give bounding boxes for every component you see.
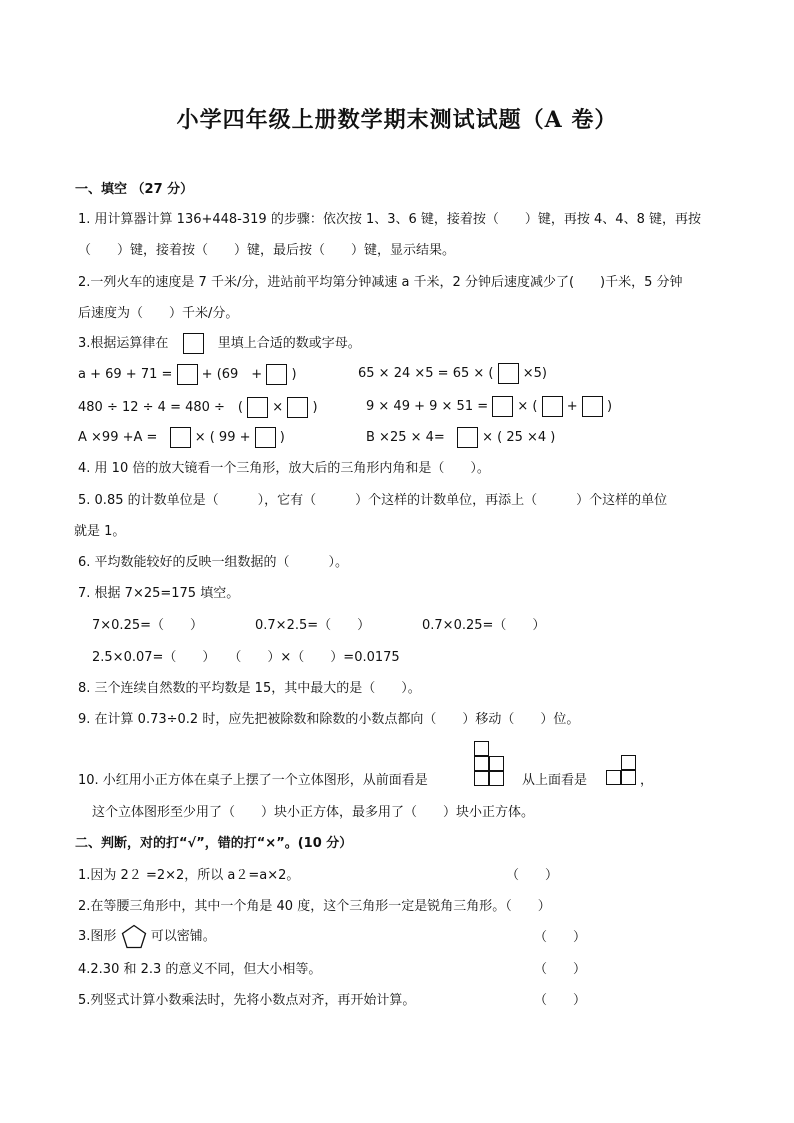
q3-text: ) [279,430,285,445]
q3-row2-left [78,396,318,418]
cube-square [474,756,489,771]
q3-text: 480 ÷ 12 ÷ 4 = 480 ÷ ( [78,400,244,415]
question-1-line1: 1. 用计算器计算 136+448-319 的步骤：依次按 1、3、6 键，接着按（ ）键，再按 4、4、8 键，再按 [78,212,701,227]
q3-text: ) [291,367,297,382]
cube-square [489,756,504,771]
q3-text: × ( 25 ×4 ) [482,430,556,445]
answer-box[interactable] [266,364,287,385]
cube-square [606,770,621,785]
q3-row2-right [366,396,612,417]
q3-text: ×5) [522,366,547,381]
q3-text-pre: 3.根据运算律在 [78,336,169,351]
cube-square [621,755,636,770]
judge-1-paren[interactable]: （ ） [506,868,559,883]
q3-text: a + 69 + 71 = [78,367,173,382]
section2-heading: 二、判断，对的打“√”，错的打“×”。(10 分） [75,836,353,851]
judge-4: 4.2.30 和 2.3 的意义不同，但大小相等。 [78,962,322,977]
q3-text: + [566,399,578,414]
judge-3-text: 可以密铺。 [150,929,216,944]
judge-2: 2.在等腰三角形中，其中一个角是 40 度，这个三角形一定是锐角三角形。（ ） [78,899,551,914]
judge-1: 1.因为 2２ =2×2，所以 a２=a×2。 [78,868,300,883]
question-5-line2: 就是 1。 [74,524,126,539]
answer-box[interactable] [498,363,519,384]
question-5-line1: 5. 0.85 的计数单位是（ ），它有（ ）个这样的计数单位，再添上（ ）个这样的单位 [78,493,668,508]
answer-box[interactable] [457,427,478,448]
cube-square [489,771,504,786]
answer-box[interactable] [287,397,308,418]
question-10-line1a: 10. 小红用小正方体在桌子上摆了一个立体图形，从前面看是 [78,773,428,788]
q7-row2: 2.5×0.07=（ ） （ ）×（ ）=0.0175 [92,650,400,665]
cube-square [474,741,489,756]
question-7: 7. 根据 7×25=175 填空。 [78,586,240,601]
answer-box[interactable] [542,396,563,417]
question-9: 9. 在计算 0.73÷0.2 时，应先把被除数和除数的小数点都向（ ）移动（ ）位。 [78,712,580,727]
pentagon-icon [121,924,147,949]
question-1-line2: （ ）键，接着按（ ）键，最后按（ ）键，显示结果。 [78,243,456,258]
q3-text: 9 × 49 + 9 × 51 = [366,399,489,414]
question-2-line2: 后速度为（ ）千米/分。 [78,306,239,321]
judge-4-paren[interactable]: （ ） [534,962,587,977]
cube-square [474,771,489,786]
q3-text: ) [312,400,318,415]
question-6: 6. 平均数能较好的反映一组数据的（ ）。 [78,555,349,570]
question-2-line1: 2.一列火车的速度是 7 千米/分，进站前平均第分钟减速 a 千米，2 分钟后速度减少了( )千米，5 分钟 [78,275,683,290]
q3-text: 65 × 24 ×5 = 65 × ( [358,366,494,381]
answer-box[interactable] [247,397,268,418]
answer-box[interactable] [492,396,513,417]
cube-square [621,770,636,785]
section1-heading: 一、填空 （27 分） [75,182,194,197]
q7-item-2: 0.7×2.5=（ ） [255,618,371,633]
q3-text: ) [606,399,613,414]
answer-box[interactable] [255,427,276,448]
q3-text: × ( [517,399,538,414]
question-10-line2: 这个立体图形至少用了（ ）块小正方体，最多用了（ ）块小正方体。 [92,805,535,820]
q7-item-3: 0.7×0.25=（ ） [422,618,546,633]
q3-text: + (69 + [201,367,263,382]
page-title: 小学四年级上册数学期末测试试题（A 卷） [176,107,618,133]
answer-box[interactable] [582,396,603,417]
question-3-instruction [78,332,361,354]
judge-3 [78,924,216,949]
answer-box[interactable] [183,333,204,354]
question-10-comma: ， [640,773,654,788]
judge-3-text: 3.图形 [78,929,117,944]
q3-text: B ×25 × 4= [366,430,445,445]
judge-5: 5.列竖式计算小数乘法时，先将小数点对齐，再开始计算。 [78,993,416,1008]
q3-row1-right [358,363,547,384]
judge-5-paren[interactable]: （ ） [534,993,587,1008]
q3-text: A ×99 +A = [78,430,158,445]
question-4: 4. 用 10 倍的放大镜看一个三角形，放大后的三角形内角和是（ ）。 [78,461,490,476]
question-8: 8. 三个连续自然数的平均数是 15，其中最大的是（ ）。 [78,681,421,696]
q3-text-post: 里填上合适的数或字母。 [217,336,361,351]
question-10-line1b: 从上面看是 [522,773,588,788]
q3-row1-left [78,363,297,385]
judge-3-paren[interactable]: （ ） [534,930,587,945]
q7-item-1: 7×0.25=（ ） [92,618,204,633]
q3-row3-right [366,427,555,448]
answer-box[interactable] [177,364,198,385]
q3-row3-left [78,427,285,448]
answer-box[interactable] [170,427,191,448]
q3-text: × [272,400,284,415]
q3-text: × ( 99 + [194,430,251,445]
